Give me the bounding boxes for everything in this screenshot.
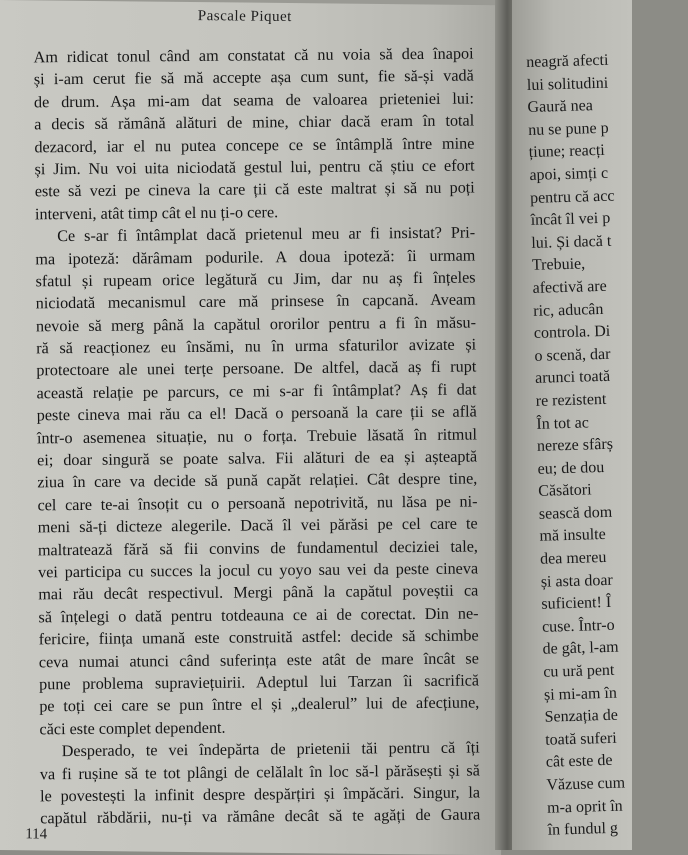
text-line: ei; doar singură se poate salva. Fii alături de ea și așteaptă — [37, 447, 478, 470]
text-line: și asta doar — [540, 571, 613, 591]
text-line: ziua în care va decide să pună capăt relației. Cât despre tine, — [37, 469, 478, 492]
text-line: protectoare ale unei terțe persoane. De altfel, dacă aș fi rupt — [36, 357, 477, 380]
paragraph-2 — [35, 222, 479, 741]
text-line: Ce s-ar fi întâmplat dacă prietenul meu ar fi insistat? Pri- — [57, 223, 476, 246]
text-line: pe toți cei care se pun între el și „dealerul” lui de afecțiune, — [39, 693, 480, 716]
text-line: m-a oprit în — [546, 797, 623, 817]
text-line: suficient! Î — [541, 594, 612, 614]
text-line: neagră afecti — [526, 51, 609, 71]
text-line: această relație pe parcurs, ce mi s-ar fi întâmplat? Aș fi dat — [36, 380, 477, 403]
text-line: o scenă, dar — [534, 345, 611, 365]
text-line: vei participa cu succes la jocul cu yoyo sau vei da peste cineva — [38, 559, 479, 582]
text-line: Căsători — [538, 481, 592, 501]
text-line: controla. Di — [533, 322, 611, 343]
text-line: pentru că acc — [529, 187, 615, 207]
text-line: a decis să rămână alături de mine, chiar dacă eram în total — [34, 111, 475, 134]
text-line: dezacord, iar el nu putea concepe ce se întâmplă între mine — [34, 134, 475, 156]
text-line: Gaură nea — [527, 97, 594, 117]
text-line: țiune; reacți — [528, 142, 605, 162]
text-line: Văzuse cum — [546, 774, 626, 794]
text-line: Am ridicat tonul când am constatat că nu voia să dea înapoi — [33, 44, 474, 67]
text-line: și mi-am în — [543, 684, 618, 704]
text-line: va fi rușine să te tot plângi de celălalt în loc să-l părăsești și să — [39, 760, 480, 783]
text-line: cel care te-ai însoțit cu o persoană nepotrivită, nu lăsa pe ni- — [37, 492, 478, 515]
text-line: nevoie să merg până la capătul ororilor pentru a fi în măsu- — [35, 313, 477, 336]
body-text — [34, 43, 481, 830]
text-line: încât îl vei p — [530, 209, 611, 230]
text-line: și i-am cerut fie să mă accepte așa cum sunt, fie să-și vadă — [33, 66, 474, 89]
text-line: ma ipoteză: dărâmam podurile. A doua ipoteză: îi urmam — [35, 246, 476, 268]
text-line: apoi, simți c — [529, 164, 609, 184]
text-line: pune problema supraviețuirii. Adeptul lui Tarzan îi sacrifică — [39, 671, 480, 694]
text-line: fericire, ființa umană este construită astfel: decide să schimbe — [38, 626, 479, 649]
text-line: cu ură pent — [543, 661, 615, 681]
text-line: eu; de dou — [537, 458, 605, 478]
text-line: le povestești la infinit despre despărțiri și împăcări. Singur, la — [39, 783, 481, 806]
text-line: ric, aducân — [532, 300, 604, 320]
text-line: Trebuie, — [531, 255, 586, 275]
running-head: Pascale Piquet — [197, 8, 292, 26]
text-line: de drum. Așa mi-am dat seama de valoarea prieteniei lui: — [33, 89, 475, 112]
text-line: să înțelegi o dată pentru totdeauna ce ai de corectat. Din ne- — [38, 604, 479, 627]
text-line: cuse. Într-o — [541, 616, 615, 636]
text-line: re rezistent — [535, 390, 607, 410]
text-line: este să vezi pe cineva la care ții că este maltrat și să nu poți — [34, 178, 475, 201]
text-line: interveni, atât timp cât el nu ți-o cere. — [34, 202, 279, 224]
paragraph-1 — [34, 43, 476, 226]
text-line: toată suferi — [544, 729, 617, 749]
text-line: de gât, l-am — [542, 639, 619, 659]
text-line: niciodată mecanismul care mă prinsese în capcană. Aveam — [35, 290, 476, 313]
text-line: mă insulte — [539, 526, 606, 546]
text-line: ră să reacționez eu însămi, nu în urma sfaturilor avizate și — [36, 335, 477, 358]
paragraph-3 — [40, 737, 481, 830]
text-line: În tot ac — [536, 413, 590, 433]
right-page-text — [526, 48, 688, 842]
text-line: și Jim. Nu voi uita niciodată gestul lui, pentru că știu ce efort — [34, 156, 475, 179]
text-line: căci este complet dependent. — [39, 718, 226, 739]
text-line: nu se pune p — [527, 119, 609, 139]
text-line: lui solitudini — [526, 74, 609, 94]
text-line: sească dom — [538, 503, 613, 523]
text-line: nereze sfârș — [536, 435, 614, 455]
text-line: peste cineva mai rău ca el! Dacă o persoană la care ții se află — [36, 402, 477, 425]
text-line: mai rău decât respectivul. Mergi până la capătul poveștii ca — [38, 581, 479, 604]
text-line: ceva numai atunci când suferința este atât de mare încât se — [38, 649, 479, 671]
text-line: în fundul g — [547, 819, 619, 839]
text-line: capătul răbdării, nu-ți va rămâne decât să te agăți de Gaura — [40, 805, 481, 828]
right-page — [512, 0, 632, 850]
text-line: cât este de — [545, 752, 613, 772]
text-line: lui. Și dacă t — [531, 232, 612, 252]
text-line: afectivă are — [532, 277, 607, 297]
page-number: 114 — [25, 826, 48, 843]
text-line: arunci toată — [534, 368, 611, 388]
text-line: Senzația de — [544, 706, 619, 726]
text-line: maltratează fără să fii convins de fundamentul deciziei tale, — [37, 537, 478, 559]
text-line: dea mereu — [539, 549, 607, 568]
text-line: Desperado, te vei îndepărta de prietenii tăi pentru că îți — [61, 738, 480, 761]
text-line: meni să-ți dicteze alegerile. Dacă îl vei părăsi pe cel care te — [37, 514, 478, 537]
text-line: într-o asemenea situație, nu o forța. Trebuie lăsată în ritmul — [36, 425, 477, 447]
text-line: sfatul și rupeam orice legătură cu Jim, dar nu aș fi înțeles — [35, 268, 476, 291]
